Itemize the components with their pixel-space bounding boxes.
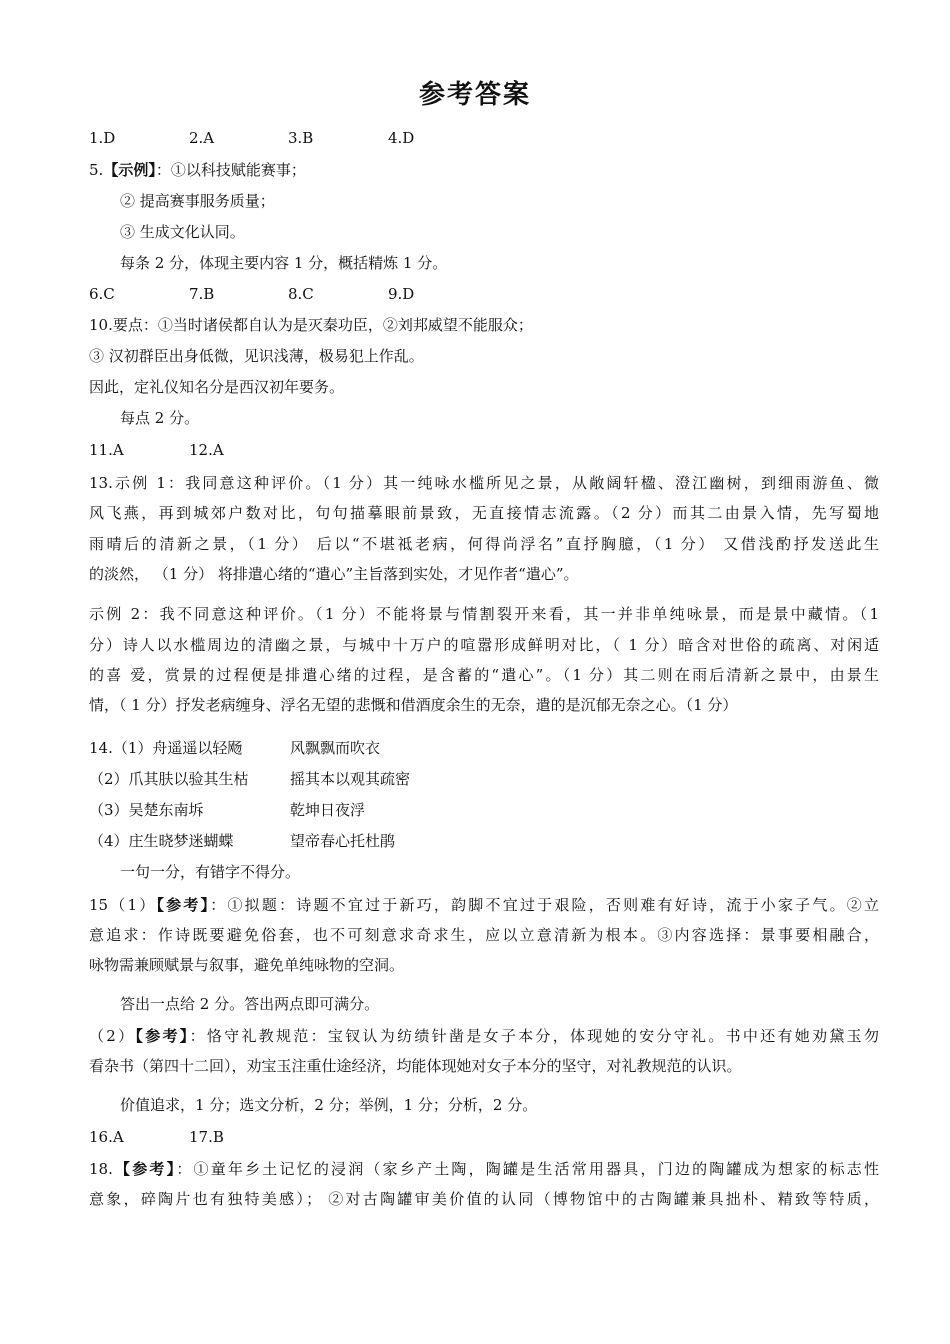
answer-text: ：①以科技赋能赛事； xyxy=(155,161,306,179)
paragraph-line: 的喜 爱，赏景的过程便是排遣心绪的过程，是含蓄的“遣心”。（1 分）其二则在雨后清新之景中，由景生 xyxy=(89,666,879,684)
answer-text: ：恪守礼教规范：宝钗认为纺绩针凿是女子本分，体现她的安分守礼。书中还有她劝黛玉勿 xyxy=(189,1027,879,1045)
paragraph-line: 13.示例 1：我同意这种评价。（1 分）其一纯咏水槛所见之景，从敞阔轩楹、澄江幽树，到细雨游鱼、微 xyxy=(89,474,879,492)
answer-14-4b: 望帝春心托杜鹃 xyxy=(290,832,396,850)
question-number: 15（1） xyxy=(89,896,157,914)
paragraph-line: 意象，碎陶片也有独特美感）； ②对古陶罐审美价值的认同（博物馆中的古陶罐兼具拙朴、精致等特质， xyxy=(89,1190,879,1208)
question-number: 5. xyxy=(89,161,104,179)
answer-14-2b: 摇其本以观其疏密 xyxy=(290,770,411,788)
answer-5-line-3: ③ 生成文化认同。 xyxy=(120,223,245,241)
answer-14-1a: 14.（1）舟遥遥以轻飏 xyxy=(89,739,243,757)
answer-9: 9.D xyxy=(388,285,415,303)
paragraph-line: 咏物需兼顾赋景与叙事，避免单纯咏物的空洞。 xyxy=(89,956,405,974)
answer-14-2a: （2）爪其肤以验其生枯 xyxy=(89,770,249,788)
answer-10-line-2: ③ 汉初群臣出身低微，见识浅薄，极易犯上作乱。 xyxy=(89,347,424,365)
answer-15-1-scoring: 答出一点给 2 分。答出两点即可满分。 xyxy=(120,995,380,1013)
answer-5-scoring: 每条 2 分，体现主要内容 1 分，概括精炼 1 分。 xyxy=(120,254,448,272)
paragraph-line: 示例 2：我不同意这种评价。（1 分）不能将景与情割裂开来看，其一并非单纯咏景，而是景中藏情。（1 xyxy=(89,605,879,623)
answer-4: 4.D xyxy=(388,129,415,147)
answer-text: ：①童年乡土记忆的浸润（家乡产土陶，陶罐是生活常用器具，门边的陶罐成为想家的标志性 xyxy=(176,1160,879,1178)
paragraph-line: 看杂书（第四十二回），劝宝玉注重仕途经济，均能体现她对女子本分的坚守，对礼教规范的认识。 xyxy=(89,1057,742,1075)
paragraph-line: 意追求：作诗既要避免俗套，也不可刻意求奇求生，应以立意清新为根本。③内容选择：景事要相融合， xyxy=(89,926,879,944)
paragraph-line xyxy=(89,1159,879,1179)
paragraph-line: 情，（ 1 分）抒发老病缠身、浮名无望的悲慨和借酒度余生的无奈，遣的是沉郁无奈之心。（1 分） xyxy=(89,696,738,714)
answer-7: 7.B xyxy=(189,285,215,303)
answer-15-2-scoring: 价值追求，1 分；选文分析，2 分；举例，1 分；分析，2 分。 xyxy=(120,1096,538,1114)
answer-16: 16.A xyxy=(89,1128,124,1146)
question-number: （2） xyxy=(89,1027,136,1045)
paragraph-line xyxy=(89,895,879,915)
reference-tag: 【参考】 xyxy=(135,1027,190,1045)
answer-10-line-1: 10.要点：①当时诸侯都自认为是灭秦功臣，②刘邦威望不能服众； xyxy=(89,316,533,334)
answer-14-4a: （4）庄生晓梦迷蝴蝶 xyxy=(89,832,234,850)
answer-6: 6.C xyxy=(89,285,115,303)
question-number: 18. xyxy=(89,1160,113,1178)
answer-12: 12.A xyxy=(189,441,224,459)
paragraph-line xyxy=(89,1026,879,1046)
example-tag: 【示例】 xyxy=(103,161,156,179)
page-title: 参考答案 xyxy=(418,80,531,110)
paragraph-line: 风飞燕，再到城郊户数对比，句句描摹眼前景致，无直接情志流露。（2 分）而其二由景入情，先写蜀地 xyxy=(89,504,879,522)
reference-tag: 【参考】 xyxy=(156,896,211,914)
answer-5-line-2: ② 提高赛事服务质量； xyxy=(120,192,275,210)
paragraph-line: 雨晴后的清新之景，（1 分） 后以“不堪祗老病，何得尚浮名”直抒胸臆，（1 分） 又借浅酌抒发送此生 xyxy=(89,535,879,553)
answer-10-line-3: 因此，定礼仪知名分是西汉初年要务。 xyxy=(89,378,345,396)
answer-14-3b: 乾坤日夜浮 xyxy=(290,801,366,819)
answer-1: 1.D xyxy=(89,129,116,147)
answer-14-3a: （3）吴楚东南坼 xyxy=(89,801,204,819)
reference-tag: 【参考】 xyxy=(112,1160,177,1178)
paragraph-line: 分）诗人以水槛周边的清幽之景，与城中十万户的喧嚣形成鲜明对比，（ 1 分）暗含对世俗的疏离、对闲适 xyxy=(89,636,879,654)
answer-2: 2.A xyxy=(189,129,215,147)
answer-3: 3.B xyxy=(288,129,314,147)
answer-11: 11.A xyxy=(89,441,124,459)
answer-5-line-1 xyxy=(89,160,306,180)
answer-14-1b: 风飘飘而吹衣 xyxy=(290,739,381,757)
answer-8: 8.C xyxy=(288,285,314,303)
answer-10-scoring: 每点 2 分。 xyxy=(120,409,200,427)
answer-17: 17.B xyxy=(189,1128,224,1146)
paragraph-line: 的淡然， （1 分） 将排遣心绪的“遣心”主旨落到实处，才见作者“遣心”。 xyxy=(89,565,579,583)
answer-text: ：①拟题：诗题不宜过于新巧，韵脚不宜过于艰险，否则难有好诗，流于小家子气。②立 xyxy=(210,896,879,914)
answer-14-scoring: 一句一分，有错字不得分。 xyxy=(120,863,301,881)
